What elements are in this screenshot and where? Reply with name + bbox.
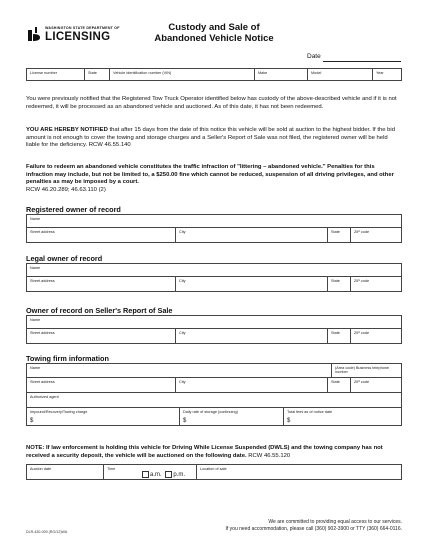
seller-report-street-field[interactable] [27, 329, 175, 343]
zip-label: ZIP code [354, 279, 370, 283]
legal-owner-heading: Legal owner of record [26, 254, 103, 263]
form-title [0, 22, 428, 44]
agency-name: LICENSING [45, 31, 111, 43]
registered-owner-address-row [26, 228, 402, 243]
legal-owner-street-field[interactable] [27, 277, 175, 291]
accessibility-line1: We are committed to providing equal access to our services. [268, 519, 402, 525]
note-paragraph [26, 445, 402, 460]
seller-report-address-row [26, 329, 402, 344]
zip-label: ZIP code [354, 230, 370, 234]
daily-label: Daily rate of storage (continuing) [183, 410, 238, 414]
towing-street-field[interactable] [27, 378, 175, 392]
pm-label: p.m. [173, 472, 186, 478]
towing-state-field[interactable] [327, 378, 350, 392]
seller-report-zip-field[interactable] [350, 329, 403, 343]
auction-time-field[interactable] [103, 465, 196, 479]
vehicle-state-label: State [88, 71, 97, 75]
total-dollar-sign: $ [287, 418, 291, 424]
impound-dollar-sign: $ [30, 418, 34, 424]
auction-row [26, 464, 402, 480]
seller-report-heading: Owner of record on Seller's Report of Sale [26, 306, 173, 315]
city-label: City [179, 380, 186, 384]
total-label: Total fees as of notice date [287, 410, 333, 414]
legal-owner-state-field[interactable] [327, 277, 350, 291]
location-of-sale-field[interactable] [196, 465, 403, 479]
street-label: Street address [30, 380, 55, 384]
model-field[interactable] [307, 69, 372, 80]
year-field[interactable] [372, 69, 403, 80]
legal-owner-name-label: Name [30, 266, 41, 270]
form-title-line1: Custody and Sale of [168, 22, 260, 33]
city-label: City [179, 230, 186, 234]
seller-report-state-field[interactable] [327, 329, 350, 343]
notice-paragraph [26, 127, 402, 150]
total-fees-field[interactable] [283, 408, 403, 425]
form-code: DLR-430-009 (R/2/12)WA [26, 530, 68, 534]
zip-label: ZIP code [354, 331, 370, 335]
towing-city-field[interactable] [175, 378, 327, 392]
failure-paragraph [26, 164, 402, 194]
legal-owner-address-row [26, 277, 402, 292]
towing-name-row [26, 363, 402, 378]
vehicle-info-row [26, 68, 402, 81]
towing-zip-field[interactable] [350, 378, 403, 392]
accessibility-line2: If you need accommodation, please call (360) 902-3900 or TTY (360) 664-0116. [225, 526, 402, 532]
form-title-line2: Abandoned Vehicle Notice [154, 33, 274, 44]
notice-body-text: that after 15 days from the date of this notice this vehicle will be sold at auction to the highest bidder. If the bid amount is not enough to cover the towing and storage charges and a Seller's Report of Sale was not filed, the registered owner will be held liable for the deficiency. RCW 46.55.140 [26, 127, 396, 149]
failure-rcw-text: RCW 46.20.289; 46.63.110 (2) [26, 186, 106, 193]
am-checkbox[interactable] [142, 471, 149, 478]
registered-owner-name-field[interactable] [26, 214, 402, 228]
charges-row [26, 408, 402, 426]
daily-dollar-sign: $ [183, 418, 187, 424]
city-label: City [179, 279, 186, 283]
legal-owner-city-field[interactable] [175, 277, 327, 291]
legal-owner-zip-field[interactable] [350, 277, 403, 291]
location-label: Location of sale [200, 467, 227, 471]
legal-owner-name-field[interactable] [26, 263, 402, 277]
note-rcw-text: RCW 46.55.120 [246, 452, 291, 459]
phone-label: (Area code) Business telephone number [335, 366, 390, 374]
towing-address-row [26, 378, 402, 393]
registered-owner-zip-field[interactable] [350, 228, 403, 242]
notice-bold-text: YOU ARE HEREBY NOTIFIED [26, 127, 108, 133]
towing-phone-field[interactable] [331, 364, 403, 377]
make-field[interactable] [254, 69, 307, 80]
vin-label: Vehicle identification number (VIN) [113, 71, 172, 75]
state-label: State [331, 331, 340, 335]
towing-name-label: Name [30, 366, 41, 370]
seller-report-name-field[interactable] [26, 315, 402, 329]
seller-report-name-label: Name [30, 318, 41, 322]
auction-date-field[interactable] [27, 465, 103, 479]
zip-label: ZIP code [354, 380, 370, 384]
city-label: City [179, 331, 186, 335]
towing-name-field[interactable] [27, 364, 331, 377]
date-field[interactable] [323, 61, 401, 62]
state-label: State [331, 279, 340, 283]
am-label: a.m. [150, 472, 162, 478]
auction-date-label: Auction date [30, 467, 52, 471]
intro-paragraph: You were previously notified that the Registered Tow Truck Operator identified below has custody of the above-described vehicle and if it is not redeemed, it will be processed as an abandoned vehicle and auctioned. As of this date, it has not been redeemed. [26, 96, 397, 110]
towing-firm-heading: Towing firm information [26, 354, 109, 363]
pm-checkbox[interactable] [165, 471, 172, 478]
street-label: Street address [30, 279, 55, 283]
time-label: Time [107, 467, 116, 471]
registered-owner-city-field[interactable] [175, 228, 327, 242]
failure-bold-text: Failure to redeem an abandoned vehicle constitutes the traffic infraction of "littering – abandoned vehicle." Penalties for this infraction may include, but not be limited to, a $250.00 fine which cannot be reduced, suspension of all driving privileges, and other penalties as may be imposed by a court. [26, 164, 394, 186]
date-label: Date [307, 53, 321, 60]
vehicle-state-field[interactable] [84, 69, 109, 80]
state-label: State [331, 230, 340, 234]
year-label: Year [376, 71, 384, 75]
vin-field[interactable] [109, 69, 254, 80]
note-bold-text: NOTE: If law enforcement is holding this vehicle for Driving While License Suspended (DWLS) and the towing company has not received a security deposit, the vehicle will be auctioned on the following date. [26, 445, 383, 459]
registered-owner-heading: Registered owner of record [26, 205, 121, 214]
impound-charge-field[interactable] [27, 408, 179, 425]
state-label: State [331, 380, 340, 384]
agency-small-text: WASHINGTON STATE DEPARTMENT OF [45, 26, 120, 30]
license-number-field[interactable] [27, 69, 84, 80]
accessibility-statement [0, 519, 402, 533]
make-label: Make [258, 71, 268, 75]
authorized-agent-field[interactable] [26, 393, 402, 408]
street-label: Street address [30, 331, 55, 335]
registered-owner-state-field[interactable] [327, 228, 350, 242]
license-number-label: License number [30, 71, 58, 75]
seller-report-city-field[interactable] [175, 329, 327, 343]
authorized-agent-label: Authorized agent [30, 395, 59, 399]
impound-label: Impound/Recovery/Towing charge [30, 410, 88, 414]
street-label: Street address [30, 230, 55, 234]
registered-owner-street-field[interactable] [27, 228, 175, 242]
registered-owner-name-label: Name [30, 217, 41, 221]
daily-storage-field[interactable] [179, 408, 283, 425]
model-label: Model [311, 71, 322, 75]
